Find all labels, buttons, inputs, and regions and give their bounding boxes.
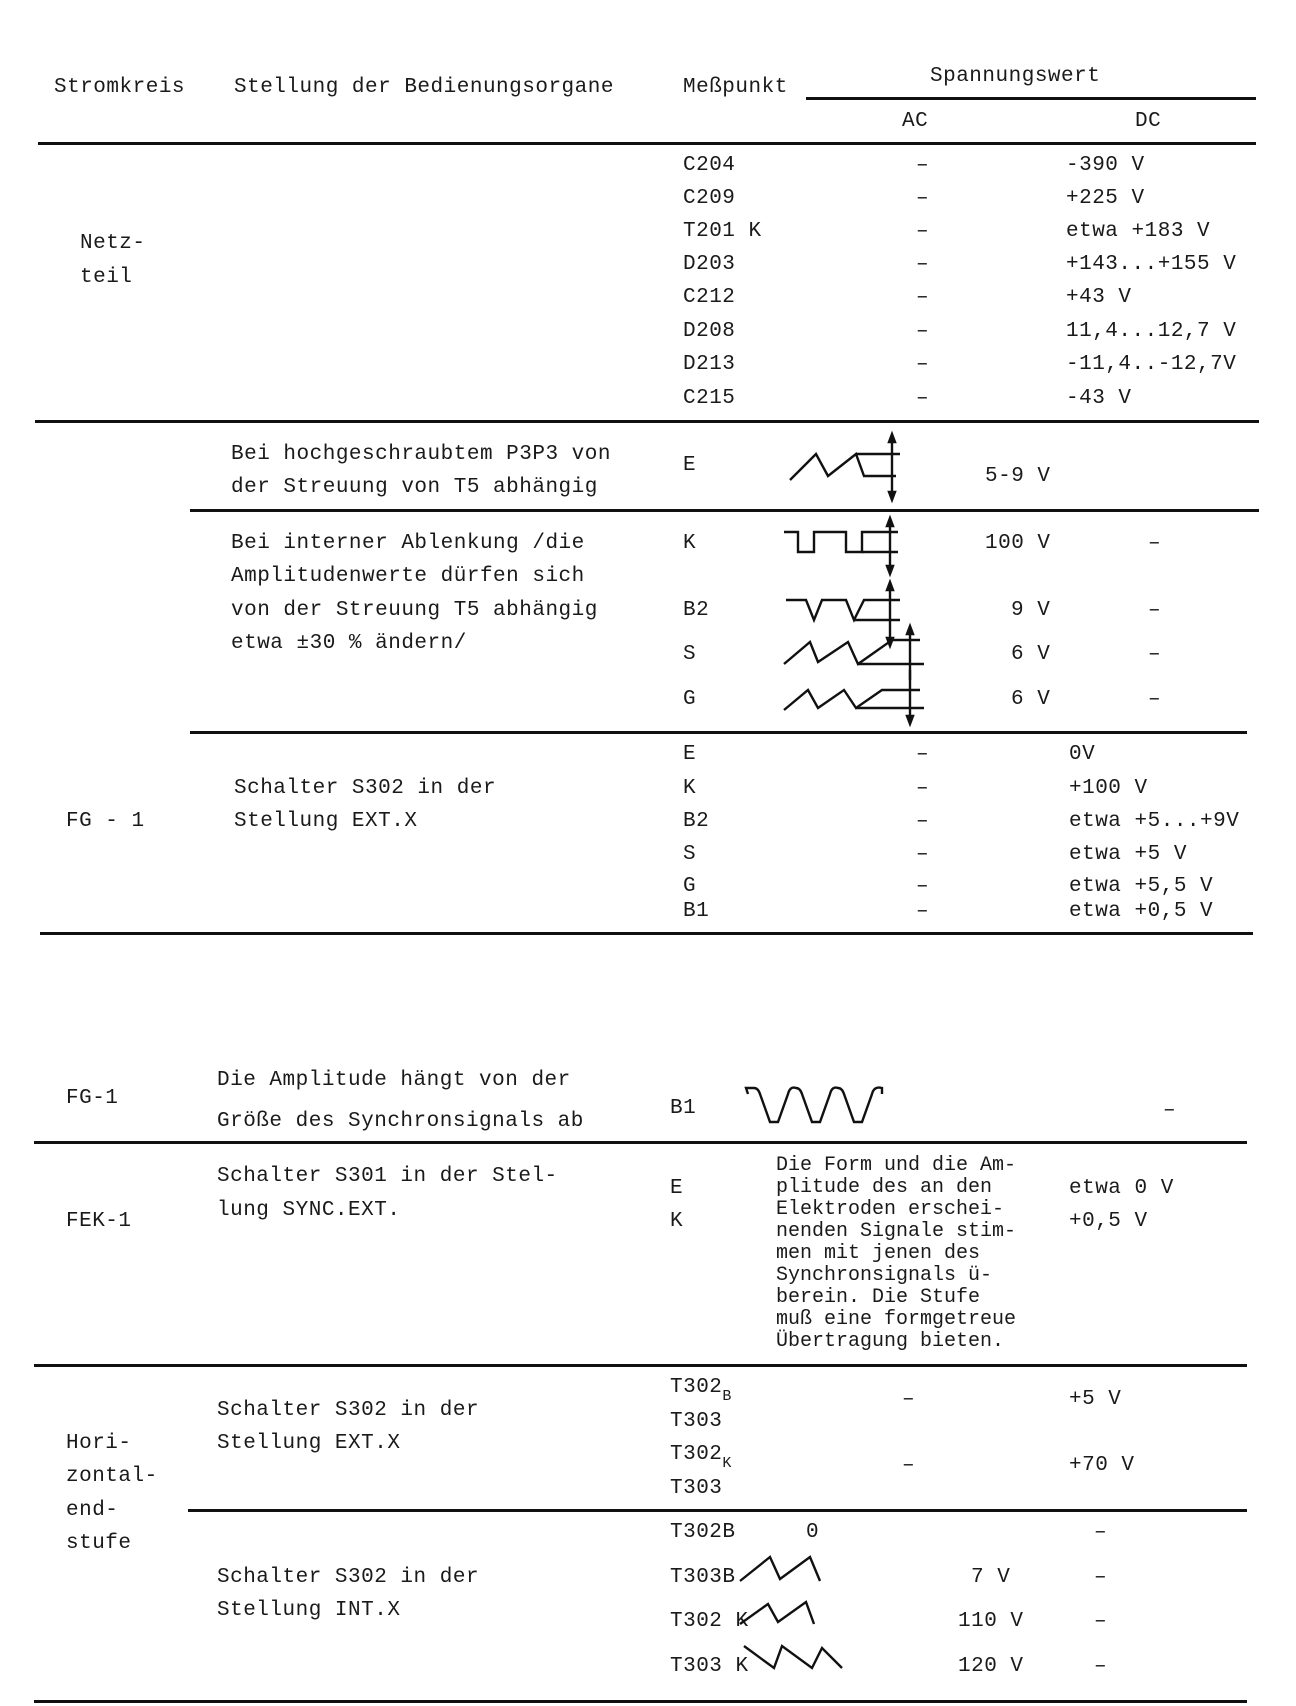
square-pulse-waveform-icon <box>782 520 902 572</box>
section-divider <box>34 1364 1247 1367</box>
measure-point: T302 K <box>670 1610 749 1633</box>
point-base: T302 <box>670 1443 723 1466</box>
sawtooth-falling-waveform-icon <box>738 1638 838 1678</box>
section-divider <box>34 1141 1247 1144</box>
section-divider <box>35 420 1259 423</box>
note-line: Synchronsignals ü- <box>776 1264 993 1287</box>
block-divider <box>190 731 1247 734</box>
ac-value: 0 <box>806 1521 820 1544</box>
ac-value: – <box>916 353 930 376</box>
ac-value: – <box>902 1388 916 1411</box>
note-line: Übertragung bieten. <box>776 1330 1005 1353</box>
control-text: Größe des Synchronsignals ab <box>217 1110 584 1133</box>
circuit-horizontal-4: stufe <box>66 1532 132 1555</box>
dc-value: -43 V <box>1066 387 1132 410</box>
note-line: muß eine formgetreue <box>776 1308 1017 1331</box>
ac-value: – <box>916 154 930 177</box>
point-subscript: K <box>722 1455 732 1472</box>
point-base: T302 <box>670 1376 723 1399</box>
dc-value: +0,5 V <box>1069 1210 1148 1233</box>
note-line: men mit jenen des <box>776 1242 981 1265</box>
ac-value: – <box>916 387 930 410</box>
control-text: Bei interner Ablenkung /die <box>231 532 585 555</box>
measure-point: T303 <box>670 1410 723 1433</box>
ac-value: – <box>916 900 930 923</box>
control-text: Amplitudenwerte dürfen sich <box>231 565 585 588</box>
block-divider <box>190 509 1259 512</box>
dc-value: +5 V <box>1069 1388 1122 1411</box>
measure-point: C209 <box>683 187 736 210</box>
control-text: Schalter S302 in der <box>217 1399 480 1422</box>
ac-value: – <box>916 843 930 866</box>
note-line: plitude des an den <box>776 1176 993 1199</box>
header-measure-point: Meßpunkt <box>683 76 788 99</box>
measure-point: S <box>683 843 697 866</box>
ac-value: – <box>916 777 930 800</box>
measure-point <box>670 1376 732 1405</box>
ac-value: – <box>916 253 930 276</box>
dc-value: -11,4..-12,7V <box>1066 353 1237 376</box>
sawtooth-rising-waveform-icon <box>738 1549 838 1589</box>
ac-value: 100 V <box>985 532 1051 555</box>
measure-point: B1 <box>683 900 710 923</box>
measure-point: S <box>683 643 697 666</box>
ac-value: – <box>916 320 930 343</box>
ac-value: – <box>916 187 930 210</box>
measure-point: E <box>670 1177 684 1200</box>
measure-point: K <box>670 1210 684 1233</box>
measure-point: D203 <box>683 253 736 276</box>
measure-point: E <box>683 743 697 766</box>
measure-point: B2 <box>683 810 710 833</box>
header-controls: Stellung der Bedienungsorgane <box>234 76 614 99</box>
circuit-fg1: FG - 1 <box>66 810 145 833</box>
dc-value: – <box>1094 1655 1108 1678</box>
control-text: Stellung EXT.X <box>234 810 418 833</box>
circuit-netzteil-2: teil <box>80 266 133 289</box>
measure-point: C204 <box>683 154 736 177</box>
circuit-horizontal-3: end- <box>66 1499 119 1522</box>
dc-value: – <box>1148 643 1162 666</box>
dc-value: +43 V <box>1066 286 1132 309</box>
dc-value: etwa +183 V <box>1066 220 1211 243</box>
measure-point: B1 <box>670 1097 697 1120</box>
control-text: Die Amplitude hängt von der <box>217 1069 571 1092</box>
control-text: Bei hochgeschraubtem P3P3 von <box>231 443 611 466</box>
measure-point: T303 K <box>670 1655 749 1678</box>
dc-value: – <box>1094 1610 1108 1633</box>
header-ac: AC <box>902 110 929 133</box>
measure-point: T302B <box>670 1521 736 1544</box>
measure-point: E <box>683 454 697 477</box>
control-text: Stellung INT.X <box>217 1599 401 1622</box>
dc-value: +70 V <box>1069 1454 1135 1477</box>
ac-value: 5-9 V <box>985 465 1051 488</box>
ac-value: 110 V <box>958 1610 1024 1633</box>
control-text: Schalter S301 in der Stel- <box>217 1165 558 1188</box>
dc-value: – <box>1094 1566 1108 1589</box>
measure-point: C215 <box>683 387 736 410</box>
sawtooth-waveform-icon <box>782 676 932 726</box>
measure-point: G <box>683 688 697 711</box>
control-text: von der Streuung T5 abhängig <box>231 599 598 622</box>
voltage-header-rule <box>806 97 1256 100</box>
dc-value: etwa 0 V <box>1069 1177 1174 1200</box>
dc-value: – <box>1163 1099 1177 1122</box>
circuit-netzteil-1: Netz- <box>80 232 146 255</box>
dc-value: – <box>1148 599 1162 622</box>
measure-point <box>670 1443 732 1472</box>
control-text: der Streuung von T5 abhängig <box>231 476 598 499</box>
ac-value: 6 V <box>1011 688 1051 711</box>
measure-point: D213 <box>683 353 736 376</box>
control-text: Schalter S302 in der <box>234 777 497 800</box>
header-divider <box>38 142 1256 145</box>
measure-point: C212 <box>683 286 736 309</box>
sync-pulse-waveform-icon <box>742 1082 892 1128</box>
measure-point: T303B <box>670 1566 736 1589</box>
note-line: berein. Die Stufe <box>776 1286 981 1309</box>
circuit-fek1: FEK-1 <box>66 1210 132 1233</box>
measure-point: G <box>683 875 697 898</box>
circuit-fg1-b: FG-1 <box>66 1087 119 1110</box>
note-line: Elektroden erschei- <box>776 1198 1005 1221</box>
dc-value: etwa +5,5 V <box>1069 875 1214 898</box>
dc-value: 11,4...12,7 V <box>1066 320 1237 343</box>
section-divider <box>34 1700 1247 1703</box>
dc-value: +143...+155 V <box>1066 253 1237 276</box>
ac-value: – <box>916 810 930 833</box>
dc-value: etwa +5...+9V <box>1069 810 1240 833</box>
ac-value: 6 V <box>1011 643 1051 666</box>
header-voltage: Spannungswert <box>930 65 1101 88</box>
ac-value: – <box>916 286 930 309</box>
measure-point: K <box>683 532 697 555</box>
measure-point: D208 <box>683 320 736 343</box>
control-text: lung SYNC.EXT. <box>217 1199 401 1222</box>
ac-value: – <box>916 220 930 243</box>
section-divider <box>40 932 1253 935</box>
measure-point: T201 K <box>683 220 762 243</box>
dc-value: etwa +0,5 V <box>1069 900 1214 923</box>
measure-point: T303 <box>670 1477 723 1500</box>
sawtooth-rising-waveform-icon <box>738 1594 838 1634</box>
ac-value: 120 V <box>958 1655 1024 1678</box>
circuit-horizontal-1: Hori- <box>66 1432 132 1455</box>
block-divider <box>188 1509 1247 1512</box>
ac-value: 7 V <box>971 1566 1011 1589</box>
note-line: Die Form und die Am- <box>776 1154 1017 1177</box>
dc-value: – <box>1094 1521 1108 1544</box>
ac-value: – <box>916 743 930 766</box>
control-text: Schalter S302 in der <box>217 1566 480 1589</box>
sawtooth-waveform-icon <box>788 432 908 502</box>
circuit-horizontal-2: zontal- <box>66 1465 158 1488</box>
ac-value: – <box>916 875 930 898</box>
control-text: Stellung EXT.X <box>217 1432 401 1455</box>
ac-value: 9 V <box>1011 599 1051 622</box>
header-dc: DC <box>1135 110 1162 133</box>
dc-value: +225 V <box>1066 187 1145 210</box>
control-text: etwa ±30 % ändern/ <box>231 632 467 655</box>
measure-point: B2 <box>683 599 710 622</box>
header-circuit: Stromkreis <box>54 76 186 99</box>
dc-value: +100 V <box>1069 777 1148 800</box>
dc-value: – <box>1148 532 1162 555</box>
ac-value: – <box>902 1454 916 1477</box>
note-line: nenden Signale stim- <box>776 1220 1017 1243</box>
dc-value: -390 V <box>1066 154 1145 177</box>
dc-value: – <box>1148 688 1162 711</box>
dc-value: 0V <box>1069 743 1096 766</box>
measure-point: K <box>683 777 697 800</box>
point-subscript: B <box>722 1388 732 1405</box>
dc-value: etwa +5 V <box>1069 843 1187 866</box>
